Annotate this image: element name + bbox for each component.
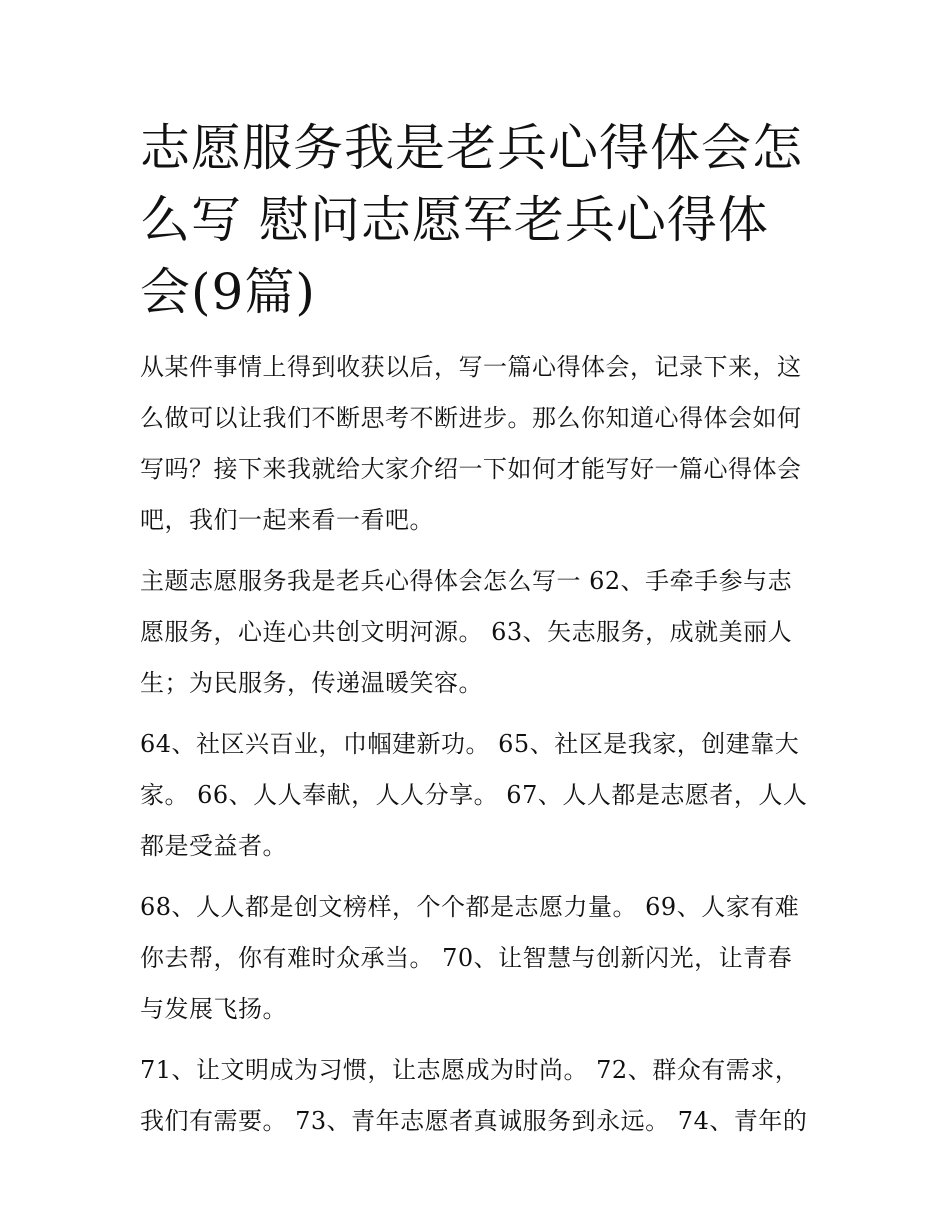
document-page	[140, 112, 816, 1147]
paragraph-intro: 从某件事情上得到收获以后，写一篇心得体会，记录下来，这么做可以让我们不断思考不断进步。那么你知道心得体会如何写吗？接下来我就给大家介绍一下如何才能写好一篇心得体会吧，我们一起来看一看吧。	[140, 353, 802, 534]
paragraph-slogans-68-70: 68、人人都是创文榜样，个个都是志愿力量。 69、人家有难你去帮，你有难时众承当。 70、让智慧与创新闪光，让青春与发展飞扬。	[140, 893, 800, 1023]
paragraph-slogans-64-67: 64、社区兴百业，巾帼建新功。 65、社区是我家，创建靠大家。 66、人人奉献，人人分享。 67、人人都是志愿者，人人都是受益者。	[140, 730, 808, 860]
paragraph-slogans-71-74: 71、让文明成为习惯，让志愿成为时尚。 72、群众有需求，我们有需要。 73、青年志愿者真诚服务到永远。 74、青年的	[140, 1056, 808, 1135]
paragraph-slogans-62-63: 主题志愿服务我是老兵心得体会怎么写一 62、手牵手参与志愿服务，心连心共创文明河源。 63、矢志服务，成就美丽人生；为民服务，传递温暖笑容。	[140, 567, 793, 697]
document-title: 志愿服务我是老兵心得体会怎么写 慰问志愿军老兵心得体会(9篇)	[140, 119, 803, 321]
